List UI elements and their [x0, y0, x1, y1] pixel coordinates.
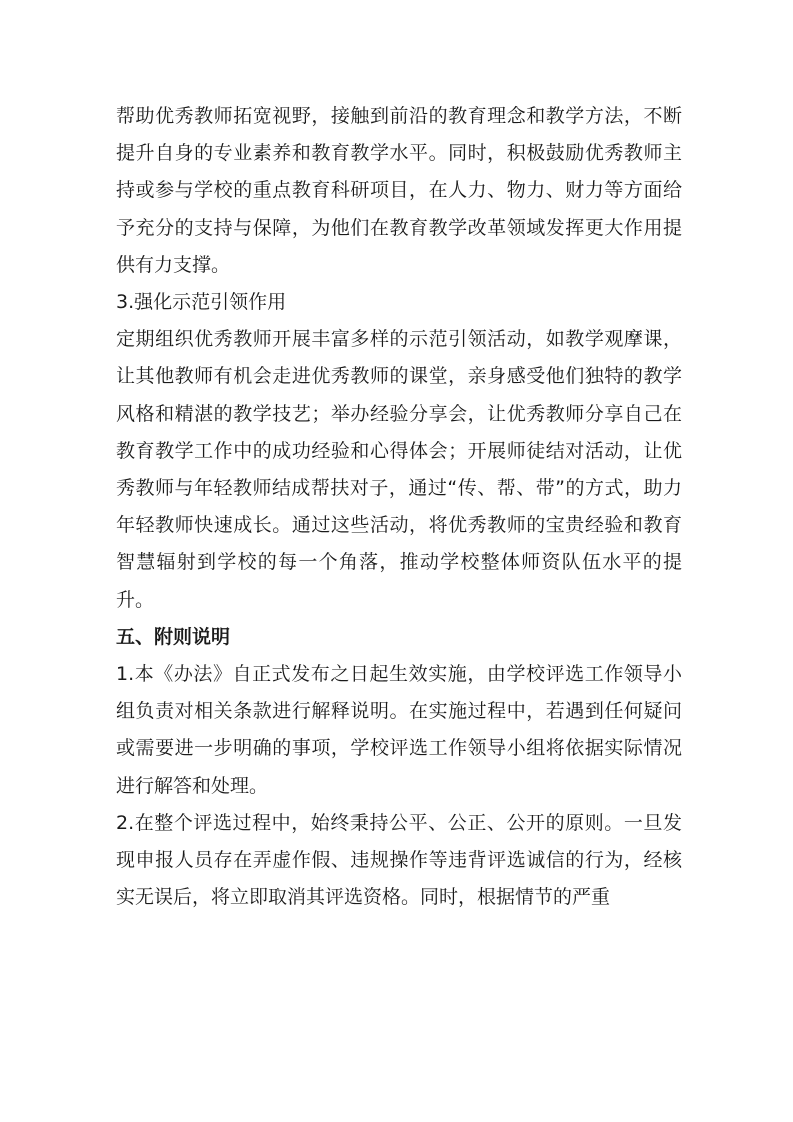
appendix-item-1: 1.本《办法》自正式发布之日起生效实施，由学校评选工作领导小组负责对相关条款进行解释说明。在实施过程中，若遇到任何疑问或需要进一步明确的事项，学校评选工作领导小组将依据实际情况进行解答和处理。: [116, 663, 682, 797]
paragraph-demonstration-activities: 定期组织优秀教师开展丰富多样的示范引领活动，如教学观摩课，让其他教师有机会走进优秀教师的课堂，亲身感受他们独特的教学风格和精湛的教学技艺；举办经验分享会，让优秀教师分享自己在教育教学工作中的成功经验和心得体会；开展师徒结对活动，让优秀教师与年轻教师结成帮扶对子，通过“传、帮、带”的方式，助力年轻教师快速成长。通过这些活动，将优秀教师的宝贵经验和教育智慧辐射到学校的每一个角落，推动学校整体师资队伍水平的提升。: [116, 328, 682, 611]
subheading-strengthen-demonstration: 3.强化示范引领作用: [116, 291, 287, 314]
paragraph-intro: 帮助优秀教师拓宽视野，接触到前沿的教育理念和教学方法，不断提升自身的专业素养和教育教学水平。同时，积极鼓励优秀教师主持或参与学校的重点教育科研项目，在人力、物力、财力等方面给予充分的支持与保障，为他们在教育教学改革领域发挥更大作用提供有力支撑。: [116, 105, 682, 276]
section-heading-appendix: 五、附则说明: [116, 625, 231, 648]
appendix-item-2: 2.在整个评选过程中，始终秉持公平、公正、公开的原则。一旦发现申报人员存在弄虚作假、违规操作等违背评选诚信的行为，经核实无误后，将立即取消其评选资格。同时，根据情节的严重: [116, 811, 682, 909]
document-page: [116, 98, 682, 916]
